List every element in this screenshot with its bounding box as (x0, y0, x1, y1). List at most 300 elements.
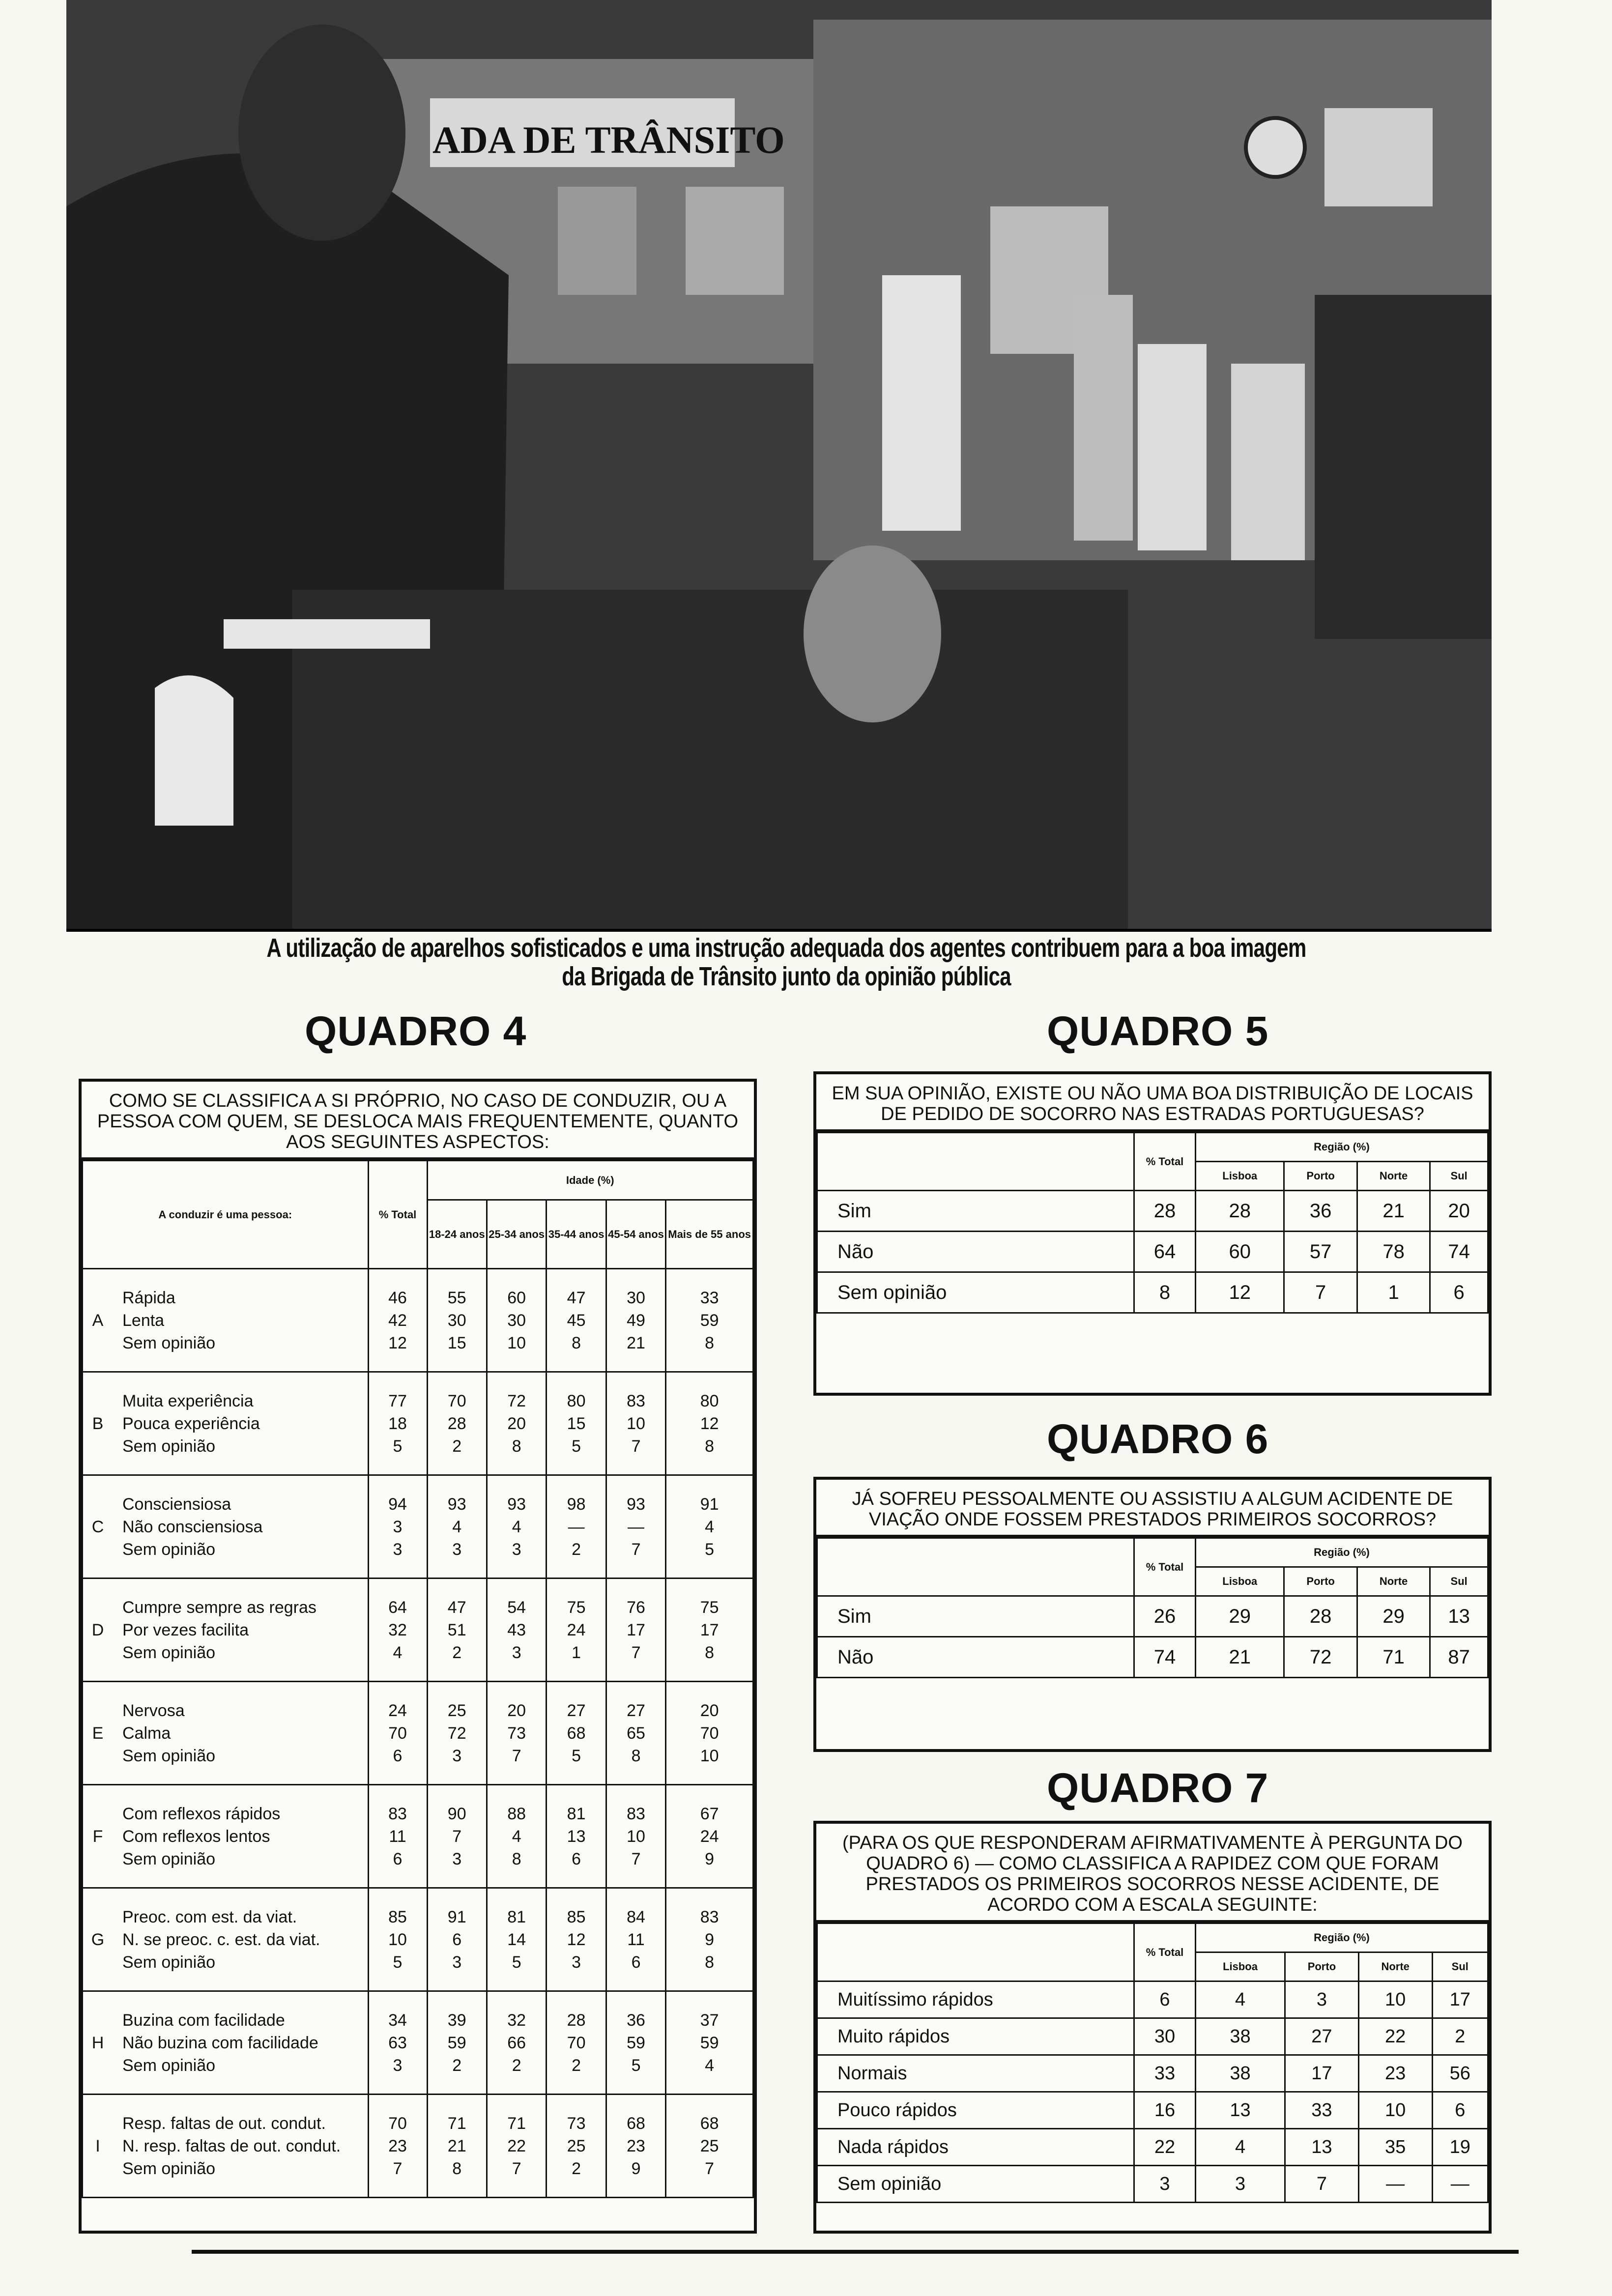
q4-value: 75 (567, 1598, 586, 1617)
q4-value: 34 (388, 2010, 407, 2030)
q4-value: 3 (452, 1540, 462, 1559)
q4-value: 7 (705, 2159, 715, 2178)
q5-data-row (817, 1272, 1488, 1313)
q4-row-label: Sem opinião (122, 1333, 216, 1352)
q7-value: 7 (1285, 2166, 1359, 2203)
q4-value: 81 (567, 1804, 586, 1823)
q6-data-row (817, 1637, 1488, 1678)
q4-age-cell (427, 1578, 487, 1682)
q4-value: 66 (507, 2033, 526, 2052)
q4-row-label: Sem opinião (122, 1436, 216, 1456)
q5-row-label: Sim (817, 1191, 1134, 1232)
q5-value: 12 (1196, 1272, 1284, 1313)
q4-group-row (83, 1888, 753, 1991)
q7-data-row (817, 2166, 1488, 2203)
q4-value: 5 (512, 1952, 521, 1972)
q4-value: 70 (388, 1723, 407, 1743)
q7-value: 38 (1196, 2018, 1285, 2055)
q4-row-label: Cumpre sempre as regras (122, 1598, 317, 1617)
q4-age-cell (666, 2095, 753, 2198)
q4-value: 8 (705, 1436, 715, 1456)
q7-data-row (817, 2129, 1488, 2166)
q7-row-label: Normais (817, 2055, 1134, 2092)
q7-value: 3 (1134, 2166, 1196, 2203)
q4-value: 28 (447, 1414, 466, 1433)
q7-value: 33 (1285, 2092, 1359, 2129)
q4-row-label: Sem opinião (122, 2056, 216, 2075)
q4-group-letter: F (83, 1785, 113, 1888)
q4-value: 28 (567, 2010, 586, 2030)
q4-row-label: Pouca experiência (122, 1414, 260, 1433)
q7-value: 3 (1196, 2166, 1285, 2203)
q4-row-label: Muita experiência (122, 1391, 254, 1410)
q6-header-row (817, 1538, 1488, 1567)
q6-value: 29 (1196, 1596, 1284, 1637)
q4-value: 32 (388, 1620, 407, 1639)
q4-value: 7 (512, 1746, 521, 1765)
q4-value: 37 (700, 2010, 719, 2030)
q4-value: 4 (512, 1517, 521, 1536)
q4-row-label: Consciensiosa (122, 1494, 231, 1514)
q4-total-cell (368, 1578, 427, 1682)
q4-group-row (83, 1578, 753, 1682)
q4-group-letter: E (83, 1682, 113, 1785)
q4-value: 10 (700, 1746, 719, 1765)
q4-value: 18 (388, 1414, 407, 1433)
q4-value: 8 (512, 1436, 521, 1456)
q4-value: 94 (388, 1494, 407, 1514)
q6-row-label: Não (817, 1637, 1134, 1678)
q6-region-col: Norte (1357, 1567, 1430, 1596)
q4-value: 59 (627, 2033, 645, 2052)
q5-value: 1 (1357, 1272, 1430, 1313)
q4-age-col: Mais de 55 anos (666, 1200, 753, 1269)
q7-value: 22 (1358, 2018, 1432, 2055)
q4-age-cell (427, 1682, 487, 1785)
q4-value: 8 (631, 1746, 641, 1765)
q4-value: 73 (507, 1723, 526, 1743)
q4-value: 10 (507, 1333, 526, 1352)
q4-value: 93 (627, 1494, 645, 1514)
q5-region-col: Norte (1357, 1162, 1430, 1191)
q7-data-row (817, 2055, 1488, 2092)
q4-value: 7 (631, 1849, 641, 1868)
q4-value: 23 (627, 2136, 645, 2155)
q4-value: 59 (447, 2033, 466, 2052)
q7-value: 56 (1432, 2055, 1488, 2092)
q6-blank-header (817, 1538, 1134, 1596)
q6-value: 71 (1357, 1637, 1430, 1678)
q4-value: 4 (393, 1643, 403, 1662)
q4-value: 1 (572, 1643, 581, 1662)
q4-age-cell (427, 2095, 487, 2198)
q5-blank-header (817, 1133, 1134, 1191)
q4-value: 7 (631, 1540, 641, 1559)
q5-box (813, 1071, 1492, 1396)
q4-value: 5 (393, 1952, 403, 1972)
q6-value: 28 (1284, 1596, 1357, 1637)
q4-value: 59 (700, 2033, 719, 2052)
q4-value: 15 (447, 1333, 466, 1352)
q4-age-cell (487, 1475, 546, 1578)
q4-age-cell (427, 1991, 487, 2095)
q6-region-col: Porto (1284, 1567, 1357, 1596)
q4-age-cell (547, 1578, 606, 1682)
q4-value: 54 (507, 1598, 526, 1617)
q4-value: 71 (507, 2114, 526, 2133)
q4-value: 65 (627, 1723, 645, 1743)
q6-value: 87 (1430, 1637, 1488, 1678)
q4-value: 30 (447, 1311, 466, 1330)
q7-value: 16 (1134, 2092, 1196, 2129)
q4-value: 3 (393, 1540, 403, 1559)
q4-title: QUADRO 4 (305, 1008, 527, 1054)
q4-row-label: Sem opinião (122, 1849, 216, 1868)
q4-value: 2 (452, 2056, 462, 2075)
q4-value: 4 (452, 1517, 462, 1536)
q4-value: 10 (627, 1414, 645, 1433)
q4-value: 15 (567, 1414, 586, 1433)
q7-value: — (1358, 2166, 1432, 2203)
q4-value: 5 (631, 2056, 641, 2075)
q4-value: 30 (627, 1288, 645, 1307)
q7-value: 33 (1134, 2055, 1196, 2092)
q4-value: 68 (567, 1723, 586, 1743)
q4-value: 11 (389, 1827, 406, 1846)
q4-value: 9 (631, 2159, 641, 2178)
q4-box (79, 1079, 757, 2234)
q7-data-row (817, 1981, 1488, 2018)
q5-region-header: Região (%) (1196, 1133, 1488, 1162)
q4-age-cell (606, 1269, 665, 1372)
q4-group-labels (113, 2095, 368, 2198)
q4-value: 88 (507, 1804, 526, 1823)
q4-value: 39 (447, 2010, 466, 2030)
q4-age-cell (606, 1475, 665, 1578)
q4-total-cell (368, 1785, 427, 1888)
q4-group-letter: C (83, 1475, 113, 1578)
q4-value: 24 (567, 1620, 586, 1639)
q4-age-cell (427, 1269, 487, 1372)
q4-row-label: Com reflexos rápidos (122, 1804, 281, 1823)
q4-value: 8 (572, 1333, 581, 1352)
q4-value: 68 (700, 2114, 719, 2133)
q4-total-cell (368, 1475, 427, 1578)
q4-value: 6 (631, 1952, 641, 1972)
q4-value: 84 (627, 1907, 645, 1926)
q5-total-header: % Total (1134, 1133, 1196, 1191)
q4-value: 6 (393, 1849, 403, 1868)
q4-row-label: Calma (122, 1723, 171, 1743)
q4-value: 46 (388, 1288, 407, 1307)
q7-region-col: Porto (1285, 1952, 1359, 1981)
q4-group-labels (113, 1475, 368, 1578)
q4-value: — (568, 1517, 585, 1536)
q4-age-cell (666, 1578, 753, 1682)
q7-value: — (1432, 2166, 1488, 2203)
q4-value: 85 (388, 1907, 407, 1926)
q7-value: 19 (1432, 2129, 1488, 2166)
q4-value: 17 (700, 1620, 719, 1639)
q4-group-letter: I (83, 2095, 113, 2198)
q7-value: 23 (1358, 2055, 1432, 2092)
q4-age-cell (547, 1785, 606, 1888)
q4-value: 3 (452, 1849, 462, 1868)
q6-question: JÁ SOFREU PESSOALMENTE OU ASSISTIU A ALGUM ACIDENTE DE VIAÇÃO ONDE FOSSEM PRESTADOS PRIMEIROS SOCORROS? (816, 1480, 1489, 1537)
q4-value: 6 (572, 1849, 581, 1868)
q7-title: QUADRO 7 (1047, 1765, 1269, 1811)
q4-value: 47 (447, 1598, 466, 1617)
q6-region-col: Lisboa (1196, 1567, 1284, 1596)
q4-value: 21 (447, 2136, 466, 2155)
q5-value: 60 (1196, 1232, 1284, 1272)
q6-value: 21 (1196, 1637, 1284, 1678)
q4-value: 2 (452, 1436, 462, 1456)
q4-group-letter: B (83, 1372, 113, 1475)
q4-value: 36 (627, 2010, 645, 2030)
q4-row-label: N. resp. faltas de out. condut. (122, 2136, 341, 2155)
q4-group-row (83, 1682, 753, 1785)
q4-value: 70 (700, 1723, 719, 1743)
q4-value: 67 (700, 1804, 719, 1823)
q4-row-label: Lenta (122, 1311, 165, 1330)
q4-row-label: Rápida (122, 1288, 175, 1307)
q4-age-cell (487, 1888, 546, 1991)
q4-value: 30 (507, 1311, 526, 1330)
q4-value: 3 (512, 1540, 521, 1559)
q4-value: 7 (631, 1436, 641, 1456)
q7-value: 2 (1432, 2018, 1488, 2055)
q5-title: QUADRO 5 (1047, 1008, 1269, 1054)
q7-value: 6 (1134, 1981, 1196, 2018)
q4-group-letter: A (83, 1269, 113, 1372)
q5-data-row (817, 1191, 1488, 1232)
q4-value: 27 (627, 1701, 645, 1720)
q4-age-cell (487, 1269, 546, 1372)
q4-age-cell (606, 1991, 665, 2095)
q4-age-cell (427, 1372, 487, 1475)
q4-age-cell (547, 1888, 606, 1991)
q7-value: 3 (1285, 1981, 1359, 2018)
q4-value: 70 (567, 2033, 586, 2052)
q4-row-label: Sem opinião (122, 2159, 216, 2178)
q6-value: 72 (1284, 1637, 1357, 1678)
q4-group-letter: G (83, 1888, 113, 1991)
q5-region-col: Lisboa (1196, 1162, 1284, 1191)
q4-row-label: Nervosa (122, 1701, 185, 1720)
q7-region-col: Norte (1358, 1952, 1432, 1981)
q4-total-cell (368, 2095, 427, 2198)
q4-group-labels (113, 1269, 368, 1372)
q4-value: 91 (447, 1907, 466, 1926)
q4-value: 8 (452, 2159, 462, 2178)
q4-age-cell (487, 1785, 546, 1888)
q7-value: 4 (1196, 1981, 1285, 2018)
q5-value: 21 (1357, 1191, 1430, 1232)
q7-data-row (817, 2018, 1488, 2055)
q4-value: 7 (512, 2159, 521, 2178)
q7-value: 27 (1285, 2018, 1359, 2055)
q4-age-cell (606, 2095, 665, 2198)
q4-value: 12 (388, 1333, 407, 1352)
q4-value: 81 (507, 1907, 526, 1926)
q4-row-label: Não consciensiosa (122, 1517, 263, 1536)
q5-value: 74 (1430, 1232, 1488, 1272)
q4-value: 2 (572, 2056, 581, 2075)
q4-age-cell (666, 1888, 753, 1991)
q4-value: — (628, 1517, 645, 1536)
q4-value: 27 (567, 1701, 586, 1720)
q4-value: 80 (700, 1391, 719, 1410)
q4-age-cell (547, 1475, 606, 1578)
q4-age-col: 35-44 anos (547, 1200, 606, 1269)
q4-group-row (83, 1785, 753, 1888)
q4-age-cell (666, 1991, 753, 2095)
q6-title: QUADRO 6 (1047, 1416, 1269, 1462)
q5-table (816, 1132, 1489, 1314)
q4-group-labels (113, 1785, 368, 1888)
q4-age-cell (547, 2095, 606, 2198)
q4-value: 9 (705, 1849, 715, 1868)
q5-value: 7 (1284, 1272, 1357, 1313)
news-photo (66, 0, 1492, 932)
q4-age-cell (547, 1682, 606, 1785)
q7-row-label: Muito rápidos (817, 2018, 1134, 2055)
q4-value: 64 (388, 1598, 407, 1617)
q7-value: 6 (1432, 2092, 1488, 2129)
q4-value: 47 (567, 1288, 586, 1307)
sign-text: ADA DE TRÂNSITO (432, 118, 785, 161)
q4-age-cell (427, 1785, 487, 1888)
q4-age-cell (547, 1269, 606, 1372)
q4-row-label: Com reflexos lentos (122, 1827, 270, 1846)
q4-table (82, 1160, 754, 2198)
q4-value: 33 (700, 1288, 719, 1307)
q4-group-row (83, 1372, 753, 1475)
q4-group-labels (113, 1372, 368, 1475)
q4-value: 10 (627, 1827, 645, 1846)
q4-group-labels (113, 1682, 368, 1785)
q6-table (816, 1537, 1489, 1678)
q4-value: 24 (700, 1827, 719, 1846)
q7-total-header: % Total (1134, 1923, 1196, 1981)
q4-value: 72 (507, 1391, 526, 1410)
q4-value: 2 (572, 1540, 581, 1559)
q4-value: 12 (700, 1414, 719, 1433)
q4-age-col: 25-34 anos (487, 1200, 546, 1269)
q4-value: 20 (507, 1414, 526, 1433)
q7-row-label: Muitíssimo rápidos (817, 1981, 1134, 2018)
q7-value: 10 (1358, 2092, 1432, 2129)
q4-total-cell (368, 1991, 427, 2095)
q4-age-cell (666, 1269, 753, 1372)
q4-value: 3 (452, 1746, 462, 1765)
q5-value: 36 (1284, 1191, 1357, 1232)
q4-age-cell (606, 1888, 665, 1991)
q4-age-cell (547, 1372, 606, 1475)
q5-value: 57 (1284, 1232, 1357, 1272)
q4-value: 93 (507, 1494, 526, 1514)
q4-row-label: Sem opinião (122, 1643, 216, 1662)
q4-question: COMO SE CLASSIFICA A SI PRÓPRIO, NO CASO DE CONDUZIR, OU A PESSOA COM QUEM, SE DESLOCA MAIS FREQUENTEMENTE, QUANTO AOS SEGUINTES ASPECTOS: (82, 1082, 754, 1160)
q4-value: 13 (567, 1827, 586, 1846)
q5-row-label: Não (817, 1232, 1134, 1272)
q7-table (816, 1923, 1489, 2203)
q5-value: 8 (1134, 1272, 1196, 1313)
q4-value: 21 (627, 1333, 645, 1352)
q4-age-cell (487, 1682, 546, 1785)
q4-value: 70 (388, 2114, 407, 2133)
q4-value: 8 (705, 1333, 715, 1352)
q4-value: 4 (705, 1517, 715, 1536)
q7-value: 17 (1432, 1981, 1488, 2018)
q4-value: 5 (393, 1436, 403, 1456)
q7-row-label: Sem opinião (817, 2166, 1134, 2203)
q4-group-row (83, 2095, 753, 2198)
q4-value: 8 (705, 1643, 715, 1662)
q4-value: 9 (705, 1930, 715, 1949)
q4-row-label: Sem opinião (122, 1540, 216, 1559)
q4-value: 10 (388, 1930, 407, 1949)
q7-value: 10 (1358, 1981, 1432, 2018)
q4-value: 98 (567, 1494, 586, 1514)
q4-total-cell (368, 1269, 427, 1372)
q7-value: 4 (1196, 2129, 1285, 2166)
q4-row-label: Não buzina com facilidade (122, 2033, 318, 2052)
q4-age-cell (606, 1682, 665, 1785)
q4-age-cell (666, 1372, 753, 1475)
q7-value: 17 (1285, 2055, 1359, 2092)
q4-value: 3 (452, 1952, 462, 1972)
q4-value: 51 (447, 1620, 466, 1639)
q5-data-row (817, 1232, 1488, 1272)
q7-region-col: Lisboa (1196, 1952, 1285, 1981)
q4-value: 83 (700, 1907, 719, 1926)
photo-caption: A utilização de aparelhos sofisticados e uma instrução adequada dos agentes contribuem para a boa imagem da Brigada de Trânsito junto da opinião pública (266, 933, 1306, 991)
q4-value: 70 (447, 1391, 466, 1410)
q4-age-cell (487, 1372, 546, 1475)
q4-value: 25 (567, 2136, 586, 2155)
q4-group-row (83, 1475, 753, 1578)
q4-age-cell (427, 1888, 487, 1991)
q7-region-col: Sul (1432, 1952, 1488, 1981)
q4-value: 72 (447, 1723, 466, 1743)
q4-value: 75 (700, 1598, 719, 1617)
q7-row-label: Nada rápidos (817, 2129, 1134, 2166)
q4-value: 3 (572, 1952, 581, 1972)
q4-value: 55 (447, 1288, 466, 1307)
q4-row-label: Por vezes facilita (122, 1620, 249, 1639)
q4-age-col: 18-24 anos (427, 1200, 487, 1269)
q4-group-labels (113, 1991, 368, 2095)
q4-age-cell (487, 1578, 546, 1682)
q4-value: 59 (700, 1311, 719, 1330)
q6-data-row (817, 1596, 1488, 1637)
q4-age-col: 45-54 anos (606, 1200, 665, 1269)
q5-value: 64 (1134, 1232, 1196, 1272)
q5-value: 28 (1134, 1191, 1196, 1232)
q4-value: 6 (452, 1930, 462, 1949)
q4-value: 3 (393, 2056, 403, 2075)
q4-value: 12 (567, 1930, 586, 1949)
q7-header-row (817, 1923, 1488, 1952)
q4-value: 2 (512, 2056, 521, 2075)
q5-value: 6 (1430, 1272, 1488, 1313)
q4-value: 42 (388, 1311, 407, 1330)
q4-value: 71 (447, 2114, 466, 2133)
q4-value: 77 (388, 1391, 407, 1410)
q4-value: 91 (700, 1494, 719, 1514)
